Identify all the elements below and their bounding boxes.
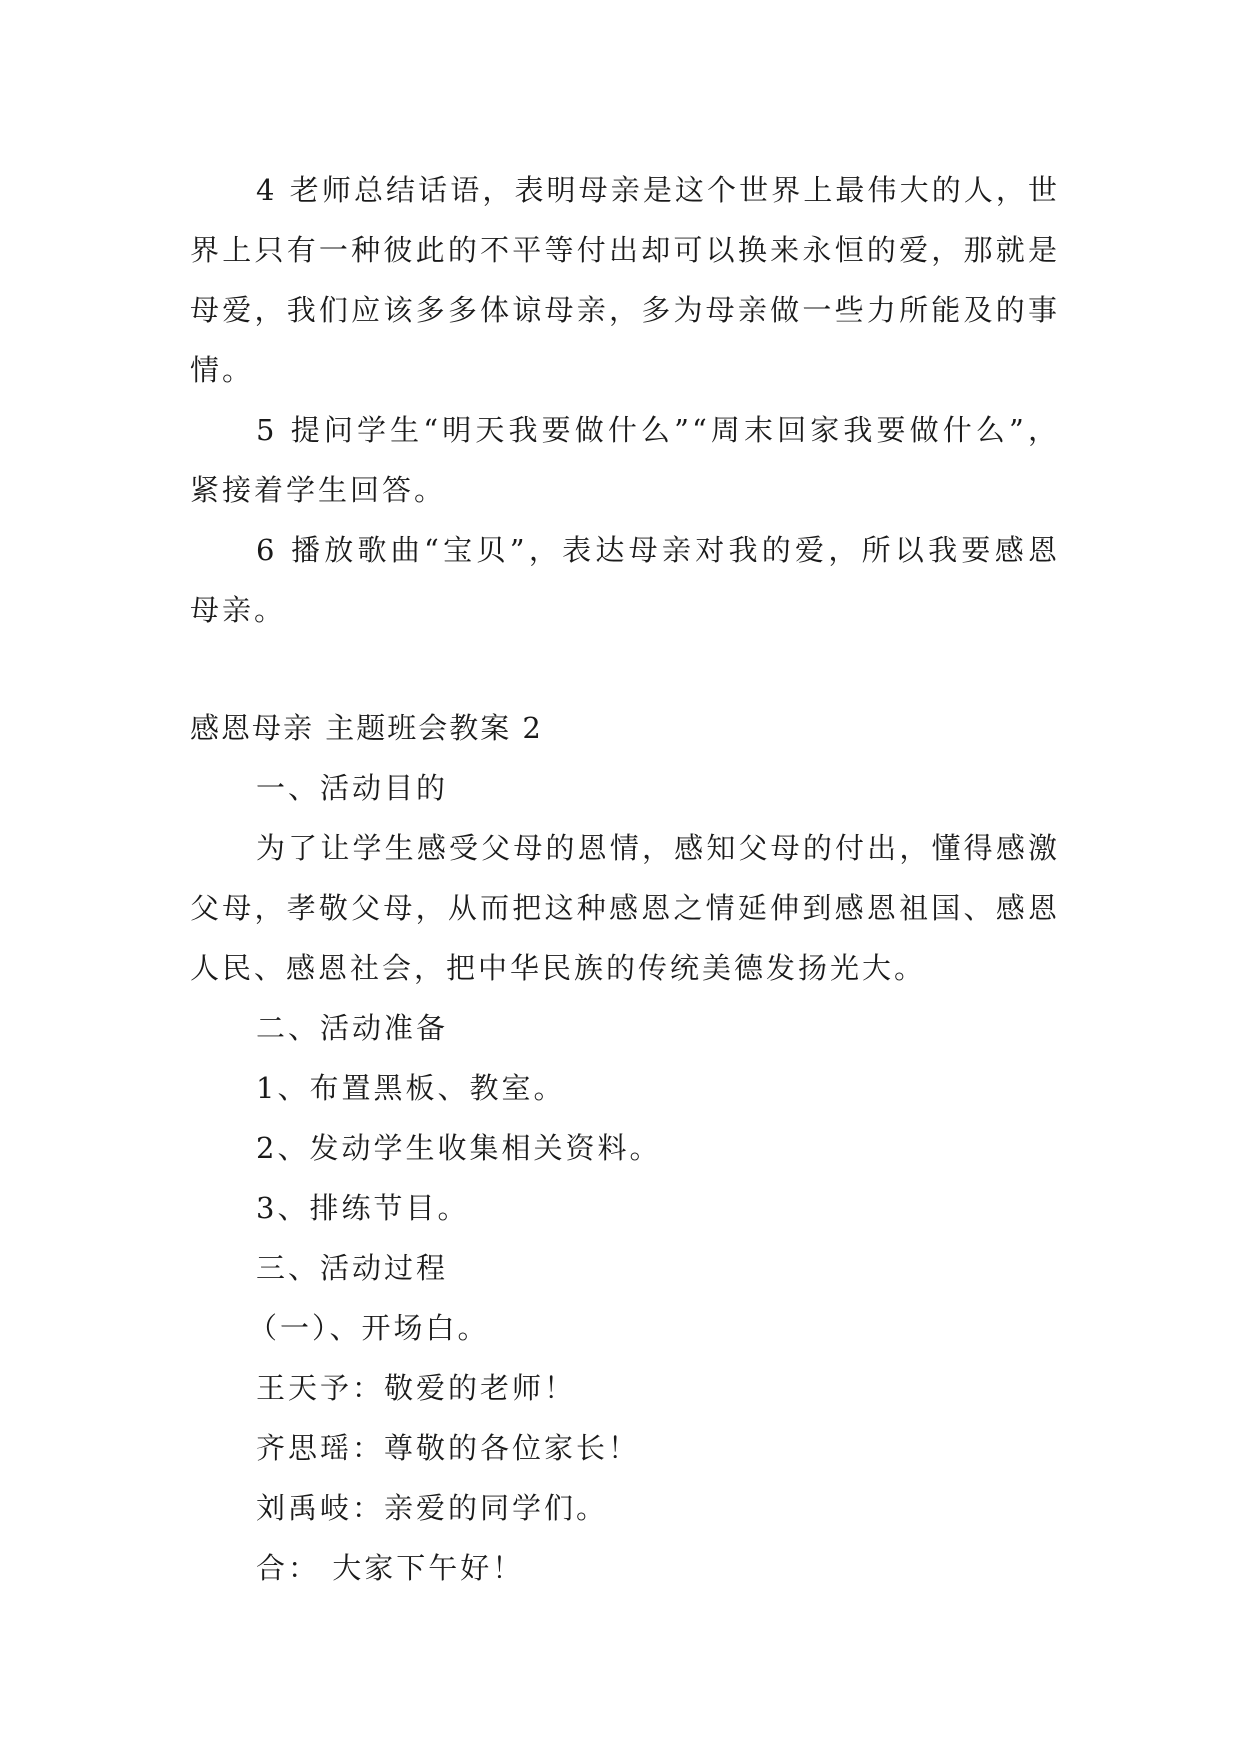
subheading-opening: （一）、开场白。 — [248, 1311, 490, 1345]
heading-activity-process: 三、活动过程 — [256, 1251, 449, 1285]
heading-activity-prep: 二、活动准备 — [256, 1011, 449, 1045]
paragraph-step-6: 6 播放歌曲“宝贝”，表达母亲对我的爱，所以我要感恩母亲。 — [190, 533, 1060, 627]
paragraph-step-4: 4 老师总结话语，表明母亲是这个世界上最伟大的人，世界上只有一种彼此的不平等付出却可以换来永恒的爱，那就是母爱，我们应该多多体谅母亲，多为母亲做一些力所能及的事情。 — [190, 173, 1060, 387]
dialogue-line: 刘禹岐：亲爱的同学们。 — [256, 1491, 609, 1525]
prep-item: 1、布置黑板、教室。 — [256, 1071, 566, 1105]
prep-item: 2、发动学生收集相关资料。 — [256, 1131, 662, 1165]
dialogue-line: 合： 大家下午好！ — [256, 1551, 525, 1585]
document-content — [190, 160, 1060, 1598]
paragraph-step-5: 5 提问学生“明天我要做什么”“周末回家我要做什么”，紧接着学生回答。 — [190, 413, 1060, 507]
heading-activity-purpose: 一、活动目的 — [256, 771, 449, 805]
section-title: 感恩母亲 主题班会教案 2 — [190, 711, 543, 745]
dialogue-line: 王天予：敬爱的老师！ — [256, 1371, 577, 1405]
paragraph-activity-purpose: 为了让学生感受父母的恩情，感知父母的付出，懂得感激父母，孝敬父母，从而把这种感恩之情延伸到感恩祖国、感恩人民、感恩社会，把中华民族的传统美德发扬光大。 — [190, 831, 1060, 985]
dialogue-line: 齐思瑶：尊敬的各位家长！ — [256, 1431, 641, 1465]
prep-item: 3、排练节目。 — [256, 1191, 470, 1225]
section-spacer — [190, 640, 1060, 698]
